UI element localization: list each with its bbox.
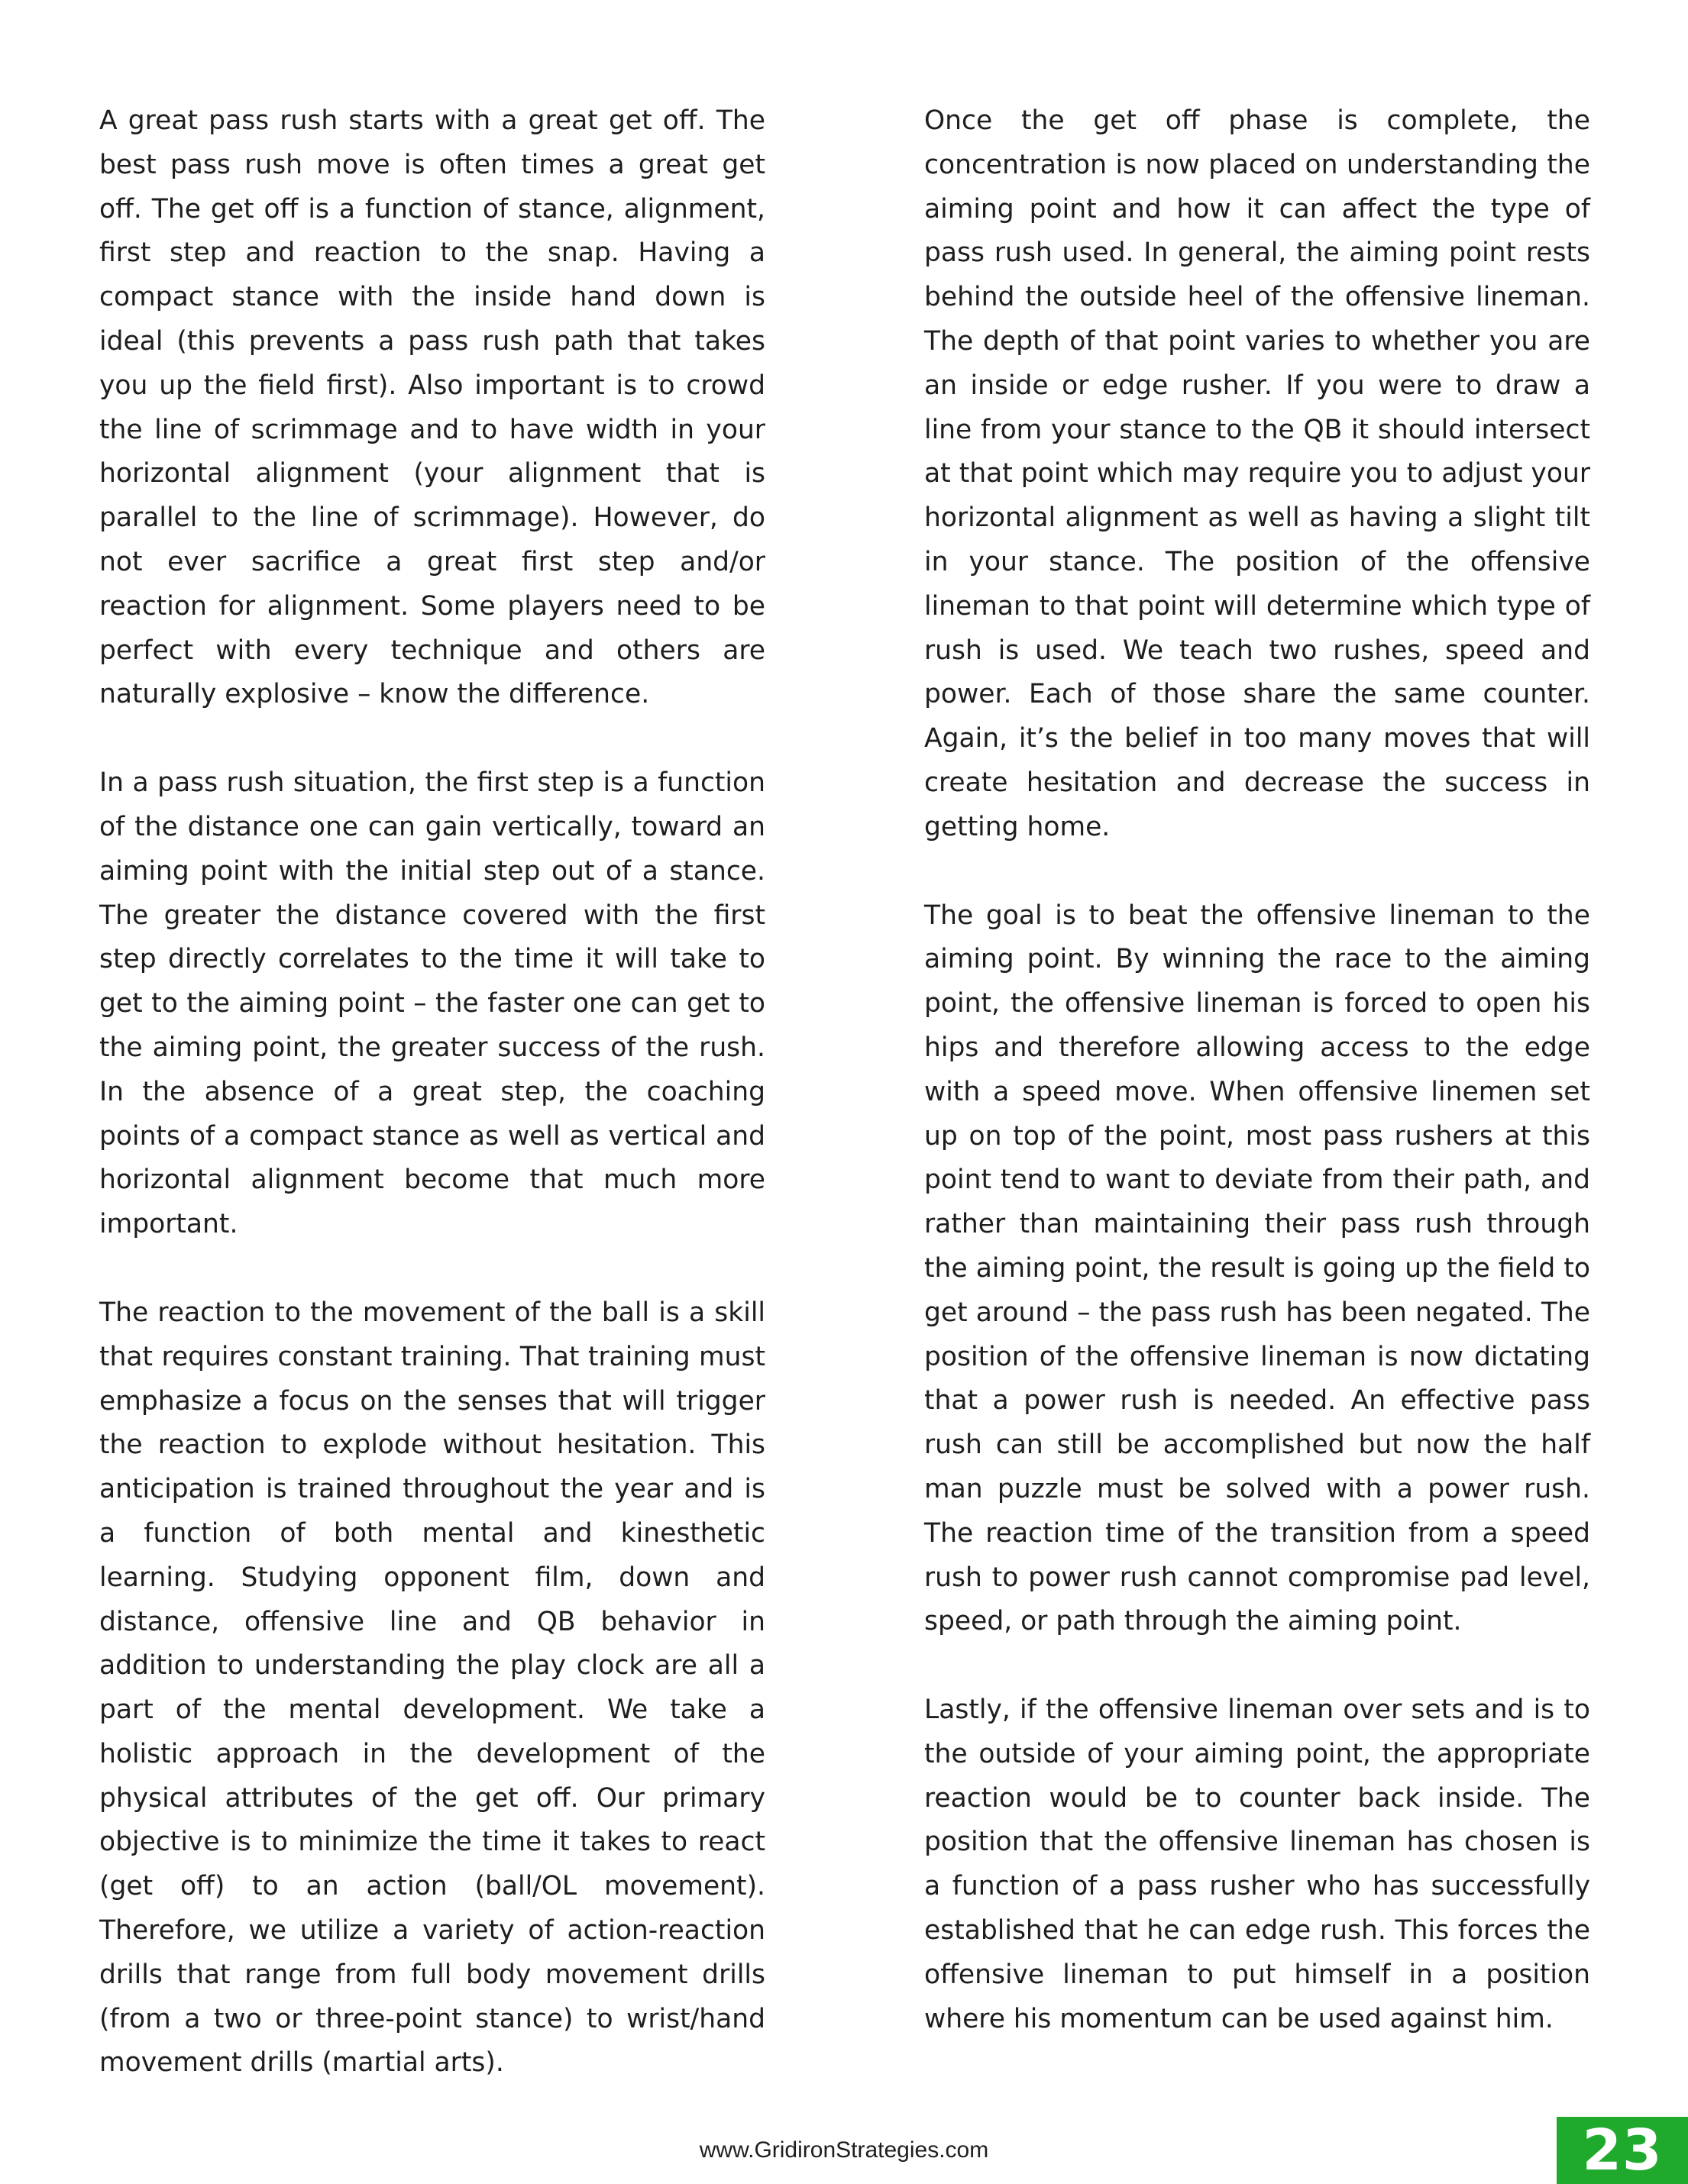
paragraph-get-off: A great pass rush starts with a great get off. The best pass rush move is often times a great get off. The get off is a function of stance, alignment, first step and reaction to the snap. Having a compact stance with the inside hand down is ideal (this prevents a pass rush path that takes you up the field first). Also important is to crowd the line of scrimmage and to have width in your horizontal alignment (your alignment that is parallel to the line of scrimmage). However, do not ever sacrifice a great first step and/or reaction for alignment. Some players need to be perfect with every technique and others are naturally explosive – know the difference. xyxy=(99,105,765,710)
right-column xyxy=(924,99,1590,2041)
paragraph-first-step: In a pass rush situation, the first step is a function of the distance one can gain vertically, toward an aiming point with the initial step out of a stance. The greater the distance covered with the first step directly correlates to the time it will take to get to the aiming point – the faster one can get to the aiming point, the greater success of the rush. In the absence of a great step, the coaching points of a compact stance as well as vertical and horizontal alignment become that much more important. xyxy=(99,767,765,1240)
paragraph-goal: The goal is to beat the offensive lineman to the aiming point. By winning the race to the aiming point, the offensive lineman is forced to open his hips and therefore allowing access to the edge with a speed move. When offensive linemen set up on top of the point, most pass rushers at this point tend to want to deviate from their path, and rather than maintaining their pass rush through the aiming point, the result is going up the field to get around – the pass rush has been negated. The position of the offensive lineman is now dictating that a power rush is needed. An effective pass rush can still be accomplished but now the half man puzzle must be solved with a power rush. The reaction time of the transition from a speed rush to power rush cannot compromise pad level, speed, or path through the aiming point. xyxy=(924,900,1590,1637)
paragraph-aiming-point: Once the get off phase is complete, the concentration is now placed on understanding the aiming point and how it can affect the type of pass rush used. In general, the aiming point rests behind the outside heel of the offensive lineman. The depth of that point varies to whether you are an inside or edge rusher. If you were to draw a line from your stance to the QB it should intersect at that point which may require you to adjust your horizontal alignment as well as having a slight tilt in your stance. The position of the offensive lineman to that point will determine which type of rush is used. We teach two rushes, speed and power. Each of those share the same counter. Again, it’s the belief in too many moves that will create hesitation and decrease the success in getting home. xyxy=(924,105,1590,842)
paragraph-reaction: The reaction to the movement of the ball is a skill that requires constant training. That training must emphasize a focus on the senses that will trigger the reaction to explode without hesitation. This anticipation is trained throughout the year and is a function of both mental and kinesthetic learning. Studying opponent film, down and distance, offensive line and QB behavior in addition to understanding the play clock are all a part of the mental development. We take a holistic approach in the development of the physical attributes of the get off. Our primary objective is to minimize the time it takes to react (get off) to an action (ball/OL movement). Therefore, we utilize a variety of action-reaction drills that range from full body movement drills (from a two or three-point stance) to wrist/hand movement drills (martial arts). xyxy=(99,1297,765,2079)
left-column xyxy=(99,99,765,2085)
page-number-badge: 23 xyxy=(1557,2117,1688,2184)
paragraph-counter: Lastly, if the offensive lineman over sets and is to the outside of your aiming point, the appropriate reaction would be to counter back inside. The position that the offensive lineman has chosen is a function of a pass rusher who has successfully established that he can edge rush. This forces the offensive lineman to put himself in a position where his momentum can be used against him. xyxy=(924,1695,1590,2034)
footer-website-link[interactable]: www.GridironStrategies.com xyxy=(699,2137,989,2163)
